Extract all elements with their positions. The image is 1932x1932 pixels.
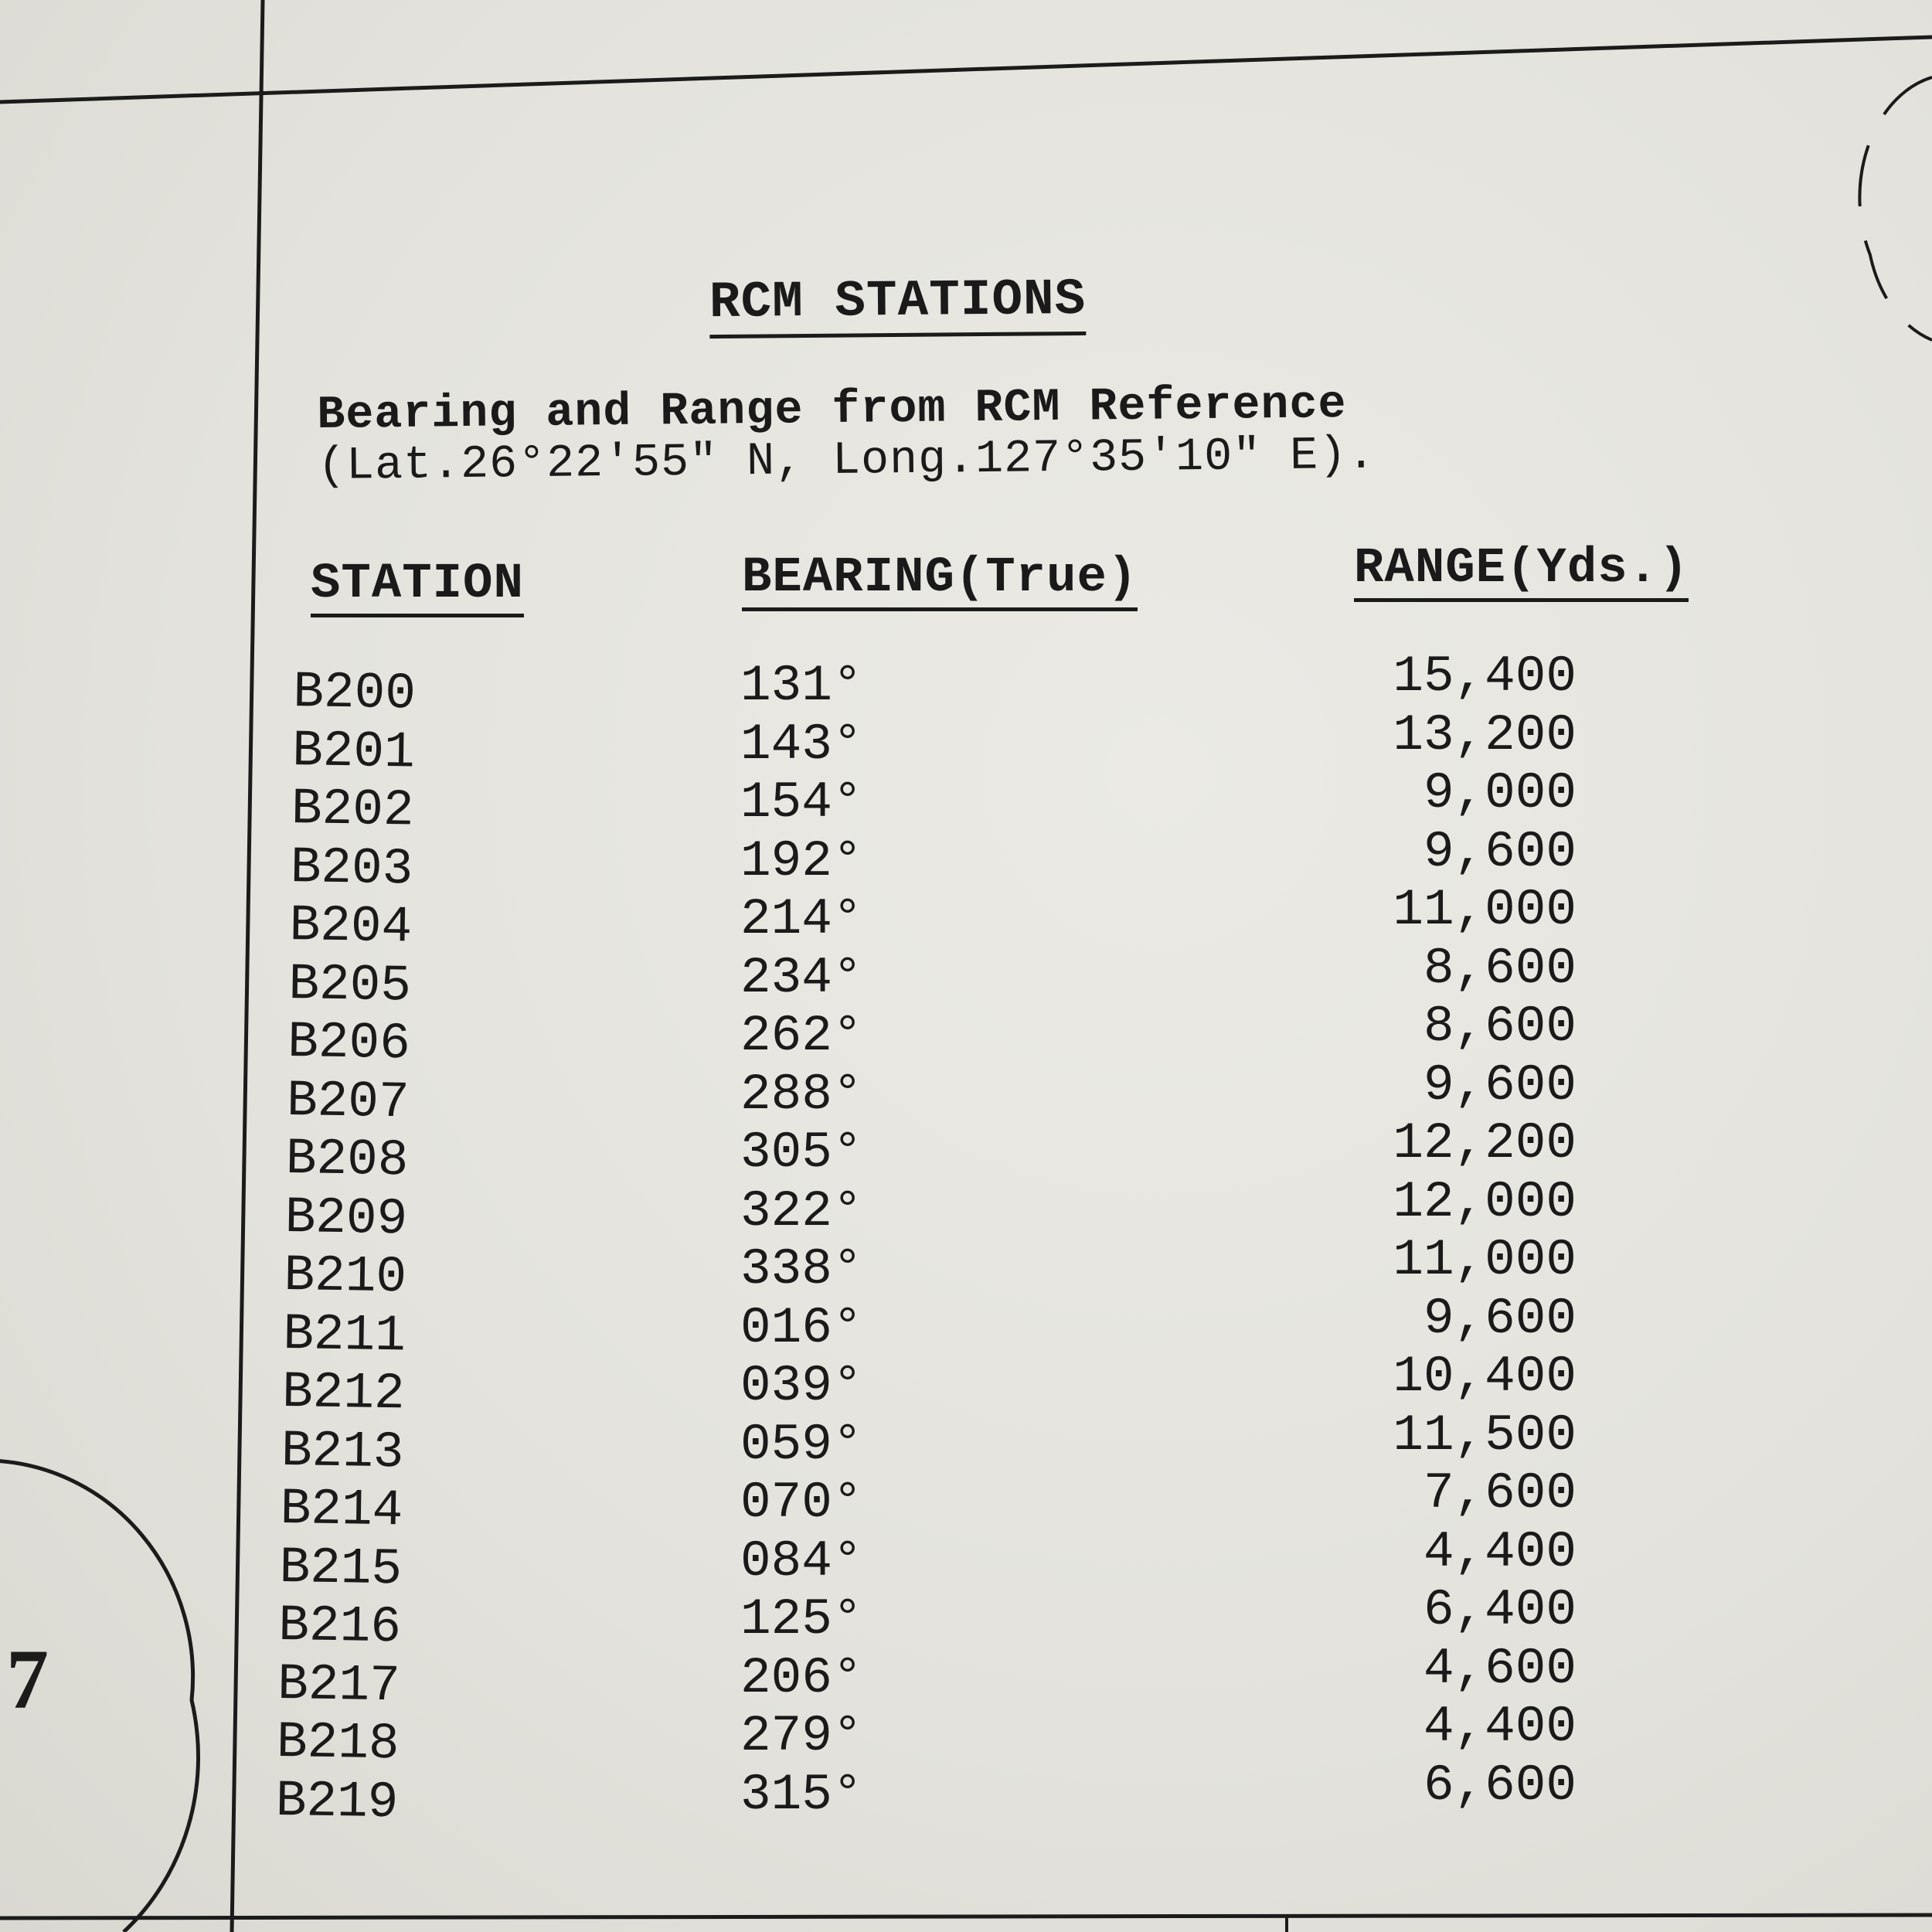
- subtitle: [317, 379, 1376, 492]
- station-cell: B208: [285, 1129, 409, 1190]
- bearing-cell: 288°: [740, 1065, 863, 1124]
- station-cell: B210: [283, 1246, 407, 1307]
- station-cell: B217: [277, 1655, 401, 1715]
- bearing-cell: 322°: [740, 1182, 863, 1240]
- header-bearing: BEARING(True): [742, 550, 1138, 611]
- range-cell: 15,400: [1393, 648, 1577, 706]
- header-range: RANGE(Yds.): [1354, 541, 1689, 602]
- bottom-border-line: [0, 1915, 1932, 1918]
- range-column: [1345, 648, 1577, 1815]
- subtitle-line-1: Bearing and Range from RCM Reference: [316, 379, 1347, 442]
- bearing-cell: 154°: [740, 774, 863, 832]
- station-cell: B212: [281, 1362, 406, 1423]
- station-cell: B218: [276, 1713, 400, 1774]
- range-cell: 12,200: [1393, 1114, 1577, 1172]
- range-cell: 10,400: [1393, 1348, 1577, 1406]
- range-cell: 11,000: [1393, 1231, 1577, 1289]
- range-cell: 11,000: [1393, 881, 1577, 939]
- range-cell: 9,000: [1423, 764, 1577, 822]
- bearing-cell: 262°: [740, 1007, 863, 1065]
- station-cell: B209: [284, 1188, 408, 1248]
- bearing-cell: 338°: [740, 1240, 863, 1298]
- bearing-cell: 206°: [740, 1648, 863, 1707]
- bearing-cell: 125°: [740, 1590, 863, 1648]
- range-cell: 8,600: [1423, 939, 1577, 998]
- range-cell: 6,400: [1423, 1581, 1577, 1639]
- station-cell: B216: [277, 1596, 402, 1657]
- bearing-column: [740, 657, 862, 1824]
- station-cell: B206: [287, 1012, 411, 1073]
- bearing-cell: 279°: [740, 1707, 863, 1765]
- station-cell: B200: [292, 663, 417, 723]
- bearing-cell: 192°: [740, 832, 863, 890]
- bearing-cell: 016°: [740, 1298, 863, 1357]
- page-title: RCM STATIONS: [709, 270, 1087, 338]
- bearing-cell: 084°: [740, 1532, 863, 1590]
- station-cell: B201: [291, 721, 416, 781]
- bearing-cell: 059°: [740, 1415, 863, 1474]
- corner-dashed-circle: [1859, 77, 1932, 340]
- bearing-cell: 070°: [740, 1474, 863, 1532]
- bearing-cell: 143°: [740, 715, 863, 774]
- station-cell: B213: [281, 1421, 405, 1481]
- range-cell: 4,400: [1423, 1522, 1577, 1581]
- bearing-cell: 234°: [740, 948, 863, 1007]
- bearing-cell: 131°: [740, 657, 863, 715]
- range-cell: 4,400: [1423, 1698, 1577, 1756]
- station-cell: B205: [287, 954, 412, 1015]
- subtitle-line-2: (Lat.26°22'55" N, Long.127°35'10" E).: [317, 429, 1376, 493]
- station-cell: B203: [290, 838, 413, 898]
- station-cell: B211: [282, 1304, 406, 1365]
- range-cell: 4,600: [1423, 1639, 1577, 1698]
- top-border-line: [0, 37, 1932, 102]
- range-cell: 11,500: [1393, 1406, 1577, 1464]
- bearing-cell: 315°: [740, 1765, 863, 1824]
- range-cell: 8,600: [1423, 998, 1577, 1056]
- station-cell: B215: [279, 1538, 403, 1598]
- circle-number-label: 7: [6, 1632, 49, 1726]
- range-cell: 9,600: [1423, 1056, 1577, 1114]
- bearing-cell: 214°: [740, 890, 863, 948]
- range-cell: 12,000: [1393, 1172, 1577, 1231]
- range-cell: 9,600: [1423, 822, 1577, 881]
- station-cell: B214: [280, 1479, 403, 1540]
- left-border-line: [232, 0, 263, 1932]
- bearing-cell: 305°: [740, 1124, 863, 1182]
- station-column: [275, 663, 416, 1832]
- station-cell: B202: [291, 779, 415, 840]
- station-cell: B204: [289, 896, 413, 957]
- bearing-cell: 039°: [740, 1357, 863, 1415]
- station-cell: B219: [275, 1771, 399, 1832]
- range-cell: 13,200: [1393, 706, 1577, 764]
- range-cell: 6,600: [1423, 1756, 1577, 1815]
- station-cell: B207: [286, 1071, 410, 1131]
- range-cell: 7,600: [1423, 1464, 1577, 1522]
- range-cell: 9,600: [1423, 1289, 1577, 1348]
- header-station: STATION: [311, 556, 524, 617]
